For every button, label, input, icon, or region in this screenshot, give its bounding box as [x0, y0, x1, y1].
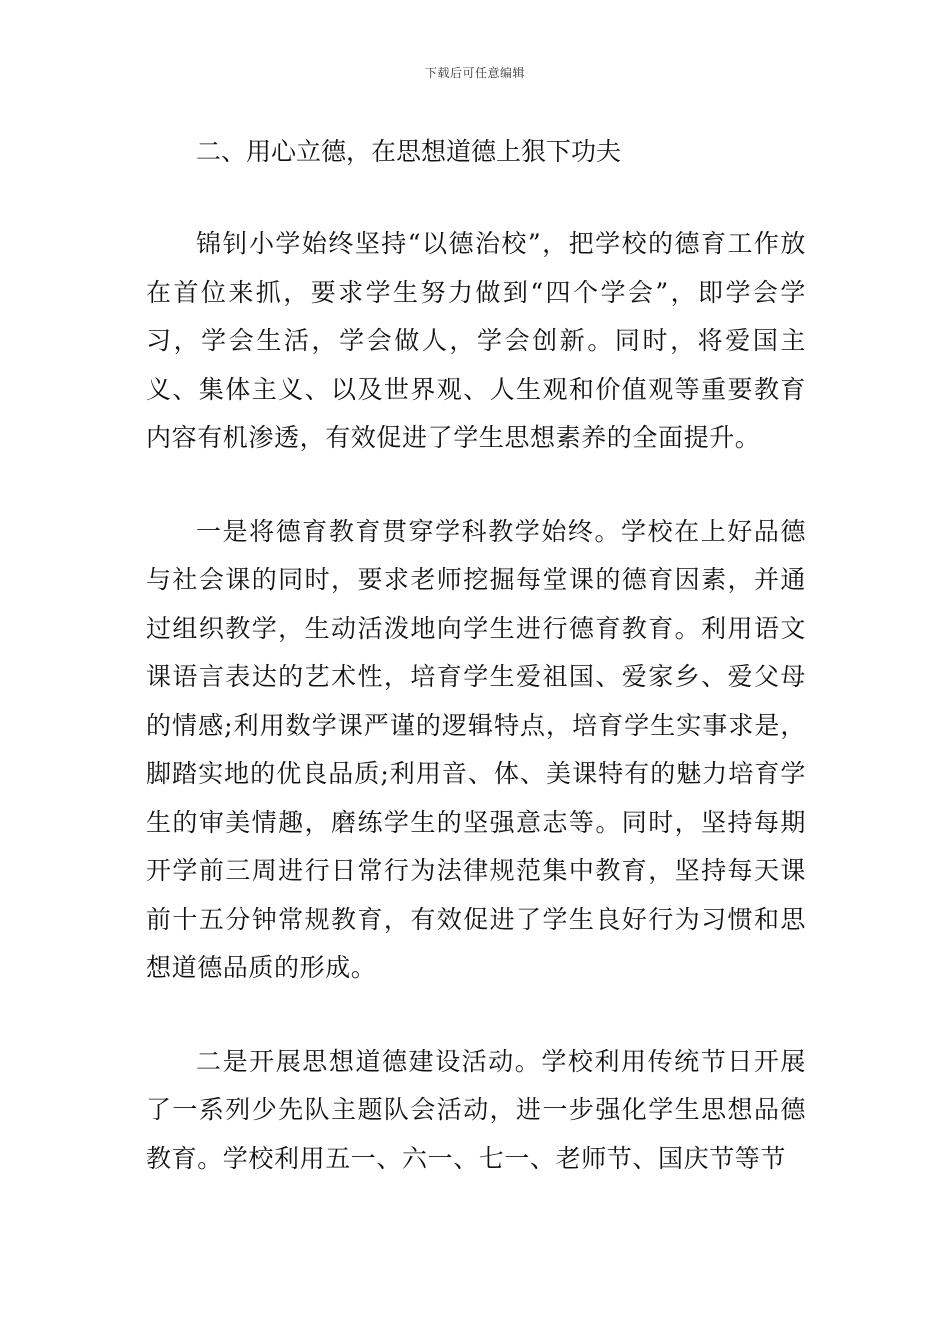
page-header: 下载后可任意编辑 — [424, 66, 525, 80]
paragraph-2: 一是将德育教育贯穿学科教学始终。学校在上好品德与社会课的同时，要求老师挖掘每堂课的德育因素，并通过组织教学，生动活泼地向学生进行德育教育。利用语文课语言表达的艺术性，培育学生爱祖国、爱家乡、爱父母的情感;利用数学课严谨的逻辑特点，培育学生实事求是，脚踏实地的优良品质;利用音、体、美课特有的魅力培育学生的审美情趣，磨练学生的坚强意志等。同时，坚持每期开学前三周进行日常行为法律规范集中教育，坚持每天课前十五分钟常规教育，有效促进了学生良好行为习惯和思想道德品质的形成。 — [146, 516, 806, 982]
paragraph-3: 二是开展思想道德建设活动。学校利用传统节日开展了一系列少先队主题队会活动，进一步强化学生思想品德教育。学校利用五一、六一、七一、老师节、国庆节等节 — [146, 1046, 806, 1173]
paragraph-1: 锦钊小学始终坚持“以德治校”，把学校的德育工作放在首位来抓，要求学生努力做到“四个学会”，即学会学习，学会生活，学会做人，学会创新。同时，将爱国主义、集体主义、以及世界观、人生观和价值观等重要教育内容有机渗透，有效促进了学生思想素养的全面提升。 — [146, 229, 806, 452]
section-heading: 二、用心立德，在思想道德上狠下功夫 — [196, 137, 622, 166]
document-body — [146, 128, 806, 1228]
